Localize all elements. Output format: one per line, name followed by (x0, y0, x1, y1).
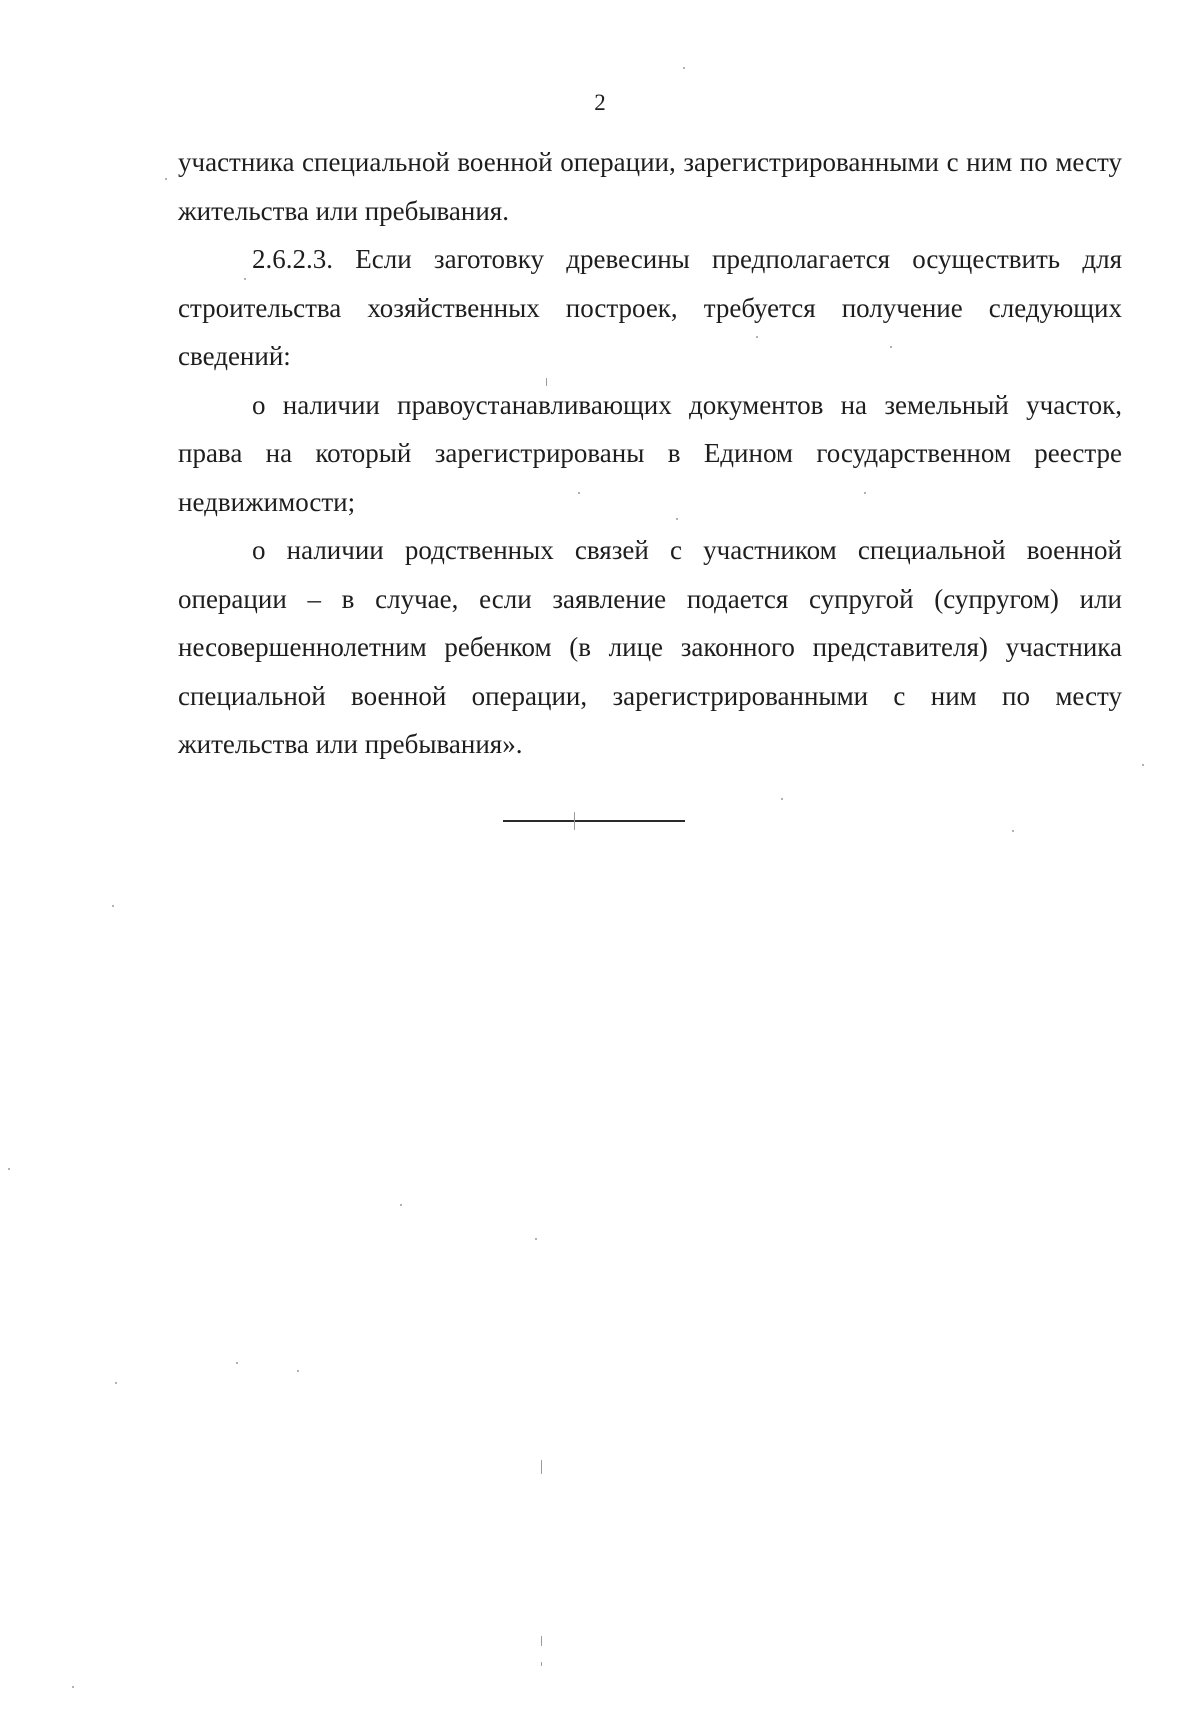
end-of-text-rule (503, 820, 685, 822)
scan-speck (574, 812, 575, 830)
scan-speck (8, 1168, 10, 1170)
scan-speck (541, 1636, 542, 1646)
scan-speck (781, 798, 783, 800)
scan-speck (535, 1238, 537, 1240)
page-number: 2 (594, 90, 606, 115)
paragraph-clause-2-6-2-3: 2.6.2.3. Если заготовку древесины предполагается осуществить для строительства хозяйственных построек, требуется получение следующих сведений: (178, 244, 1122, 371)
scan-speck (236, 1362, 238, 1364)
scan-speck (1142, 764, 1144, 766)
scan-speck (1012, 830, 1014, 832)
scan-speck (676, 518, 678, 520)
scan-speck (400, 1204, 402, 1206)
scan-speck (864, 492, 866, 494)
scan-speck (541, 1460, 542, 1474)
scan-speck (890, 346, 892, 348)
scan-speck (578, 492, 580, 494)
scan-speck (72, 1686, 74, 1688)
scan-speck (541, 1662, 542, 1666)
scan-speck (112, 905, 114, 907)
scan-speck (683, 67, 685, 69)
paragraph-land-documents: о наличии правоустанавливающих документов на земельный участок, права на который зарегистрированы в Едином государственном реестре недвижимости; (178, 389, 1122, 517)
paragraph-continuation: участника специальной военной операции, зарегистрированными с ним по месту жительства или пребывания. (178, 147, 1122, 226)
scan-speck (115, 1382, 117, 1384)
document-body (178, 138, 1122, 769)
scan-speck (244, 278, 246, 280)
scan-speck (165, 178, 167, 180)
paragraph-family-relations: о наличии родственных связей с участником специальной военной операции – в случае, если заявление подается супругой (супругом) или несовершеннолетним ребенком (в лице законного представителя) участника специальной военной операции, зарегистрированными с ним по месту жительства или пребывания». (178, 535, 1122, 759)
scan-speck (756, 336, 758, 338)
scan-speck (297, 1370, 299, 1372)
scan-speck (546, 378, 547, 386)
